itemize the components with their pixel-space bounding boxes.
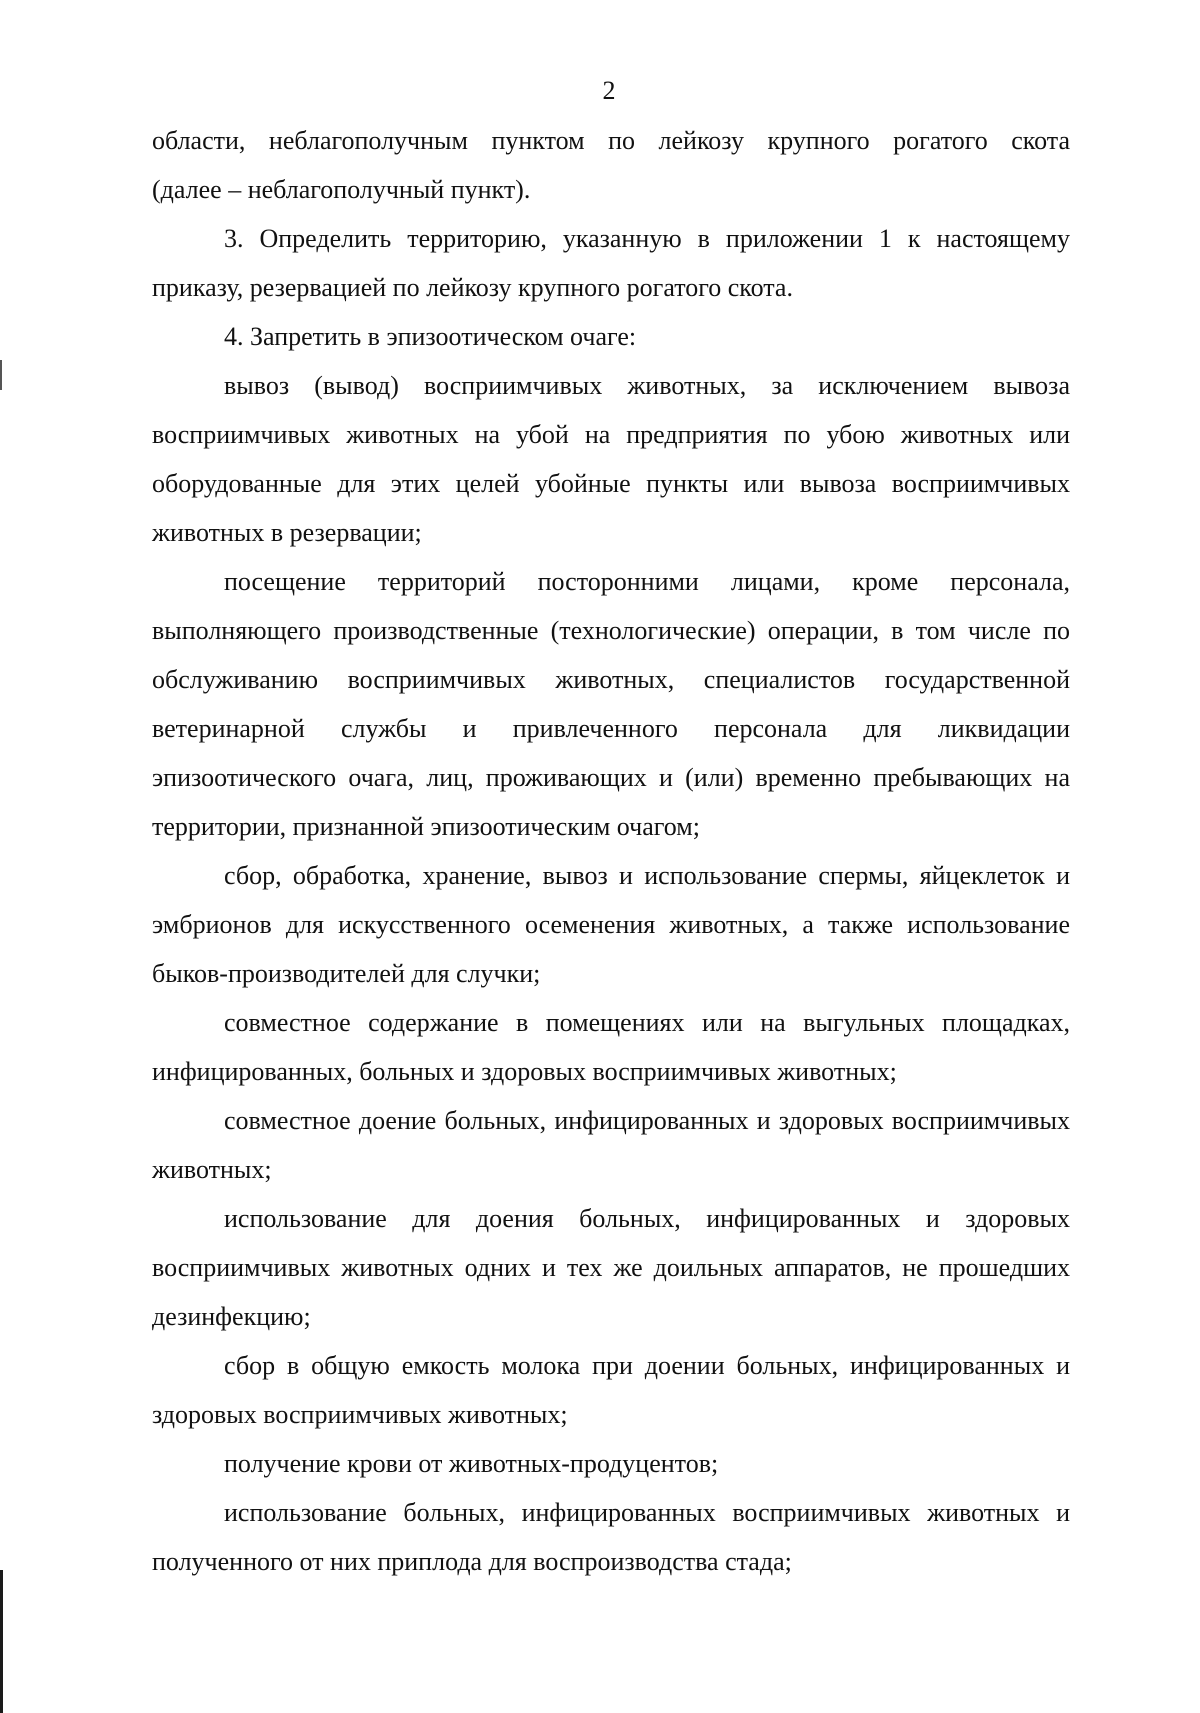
document-body <box>152 116 1070 1586</box>
paragraph-prohibition-milk-collection: сбор в общую емкость молока при доении больных, инфицированных и здоровых восприимчивых животных; <box>152 1351 1070 1429</box>
paragraph-prohibition-milking: совместное доение больных, инфицированных и здоровых восприимчивых животных; <box>152 1106 1070 1184</box>
scan-edge-mark-top <box>0 360 2 390</box>
paragraph-item-4: 4. Запретить в эпизоотическом очаге: <box>224 322 637 351</box>
paragraph-continuation-line2: (далее – неблагополучный пункт). <box>152 175 531 204</box>
paragraph-prohibition-visits: посещение территорий посторонними лицами, кроме персонала, выполняющего производственные (технологические) операции, в том числе по обслуживанию восприимчивых животных, специалистов государственной ветеринарной службы и привлеченного персонала для ликвидации эпизоотического очага, лиц, проживающих и (или) временно пребывающих на территории, признанной эпизоотическим очагом; <box>152 567 1070 841</box>
paragraph-continuation-line1: области, неблагополучным пунктом по лейкозу крупного рогатого скота <box>152 126 1070 155</box>
paragraph-prohibition-sperm: сбор, обработка, хранение, вывоз и использование спермы, яйцеклеток и эмбрионов для искусственного осеменения животных, а также использование быков-производителей для случки; <box>152 861 1070 988</box>
paragraph-prohibition-milking-devices: использование для доения больных, инфицированных и здоровых восприимчивых животных одних и тех же доильных аппаратов, не прошедших дезинфекцию; <box>152 1204 1070 1331</box>
paragraph-prohibition-export: вывоз (вывод) восприимчивых животных, за исключением вывоза восприимчивых животных на убой на предприятия по убою животных или оборудованные для этих целей убойные пункты или вывоза восприимчивых животных в резервации; <box>152 371 1070 547</box>
page-number: 2 <box>602 76 616 105</box>
paragraph-prohibition-blood: получение крови от животных-продуцентов; <box>224 1449 719 1478</box>
scan-edge-mark-bottom <box>0 1570 3 1713</box>
paragraph-prohibition-reproduction: использование больных, инфицированных восприимчивых животных и полученного от них приплода для воспроизводства стада; <box>152 1498 1070 1576</box>
paragraph-prohibition-keeping: совместное содержание в помещениях или на выгульных площадках, инфицированных, больных и здоровых восприимчивых животных; <box>152 1008 1070 1086</box>
paragraph-item-3-line2: приказу, резервацией по лейкозу крупного рогатого скота. <box>152 273 793 302</box>
paragraph-item-3-line1: 3. Определить территорию, указанную в приложении 1 к настоящему <box>224 224 1070 253</box>
